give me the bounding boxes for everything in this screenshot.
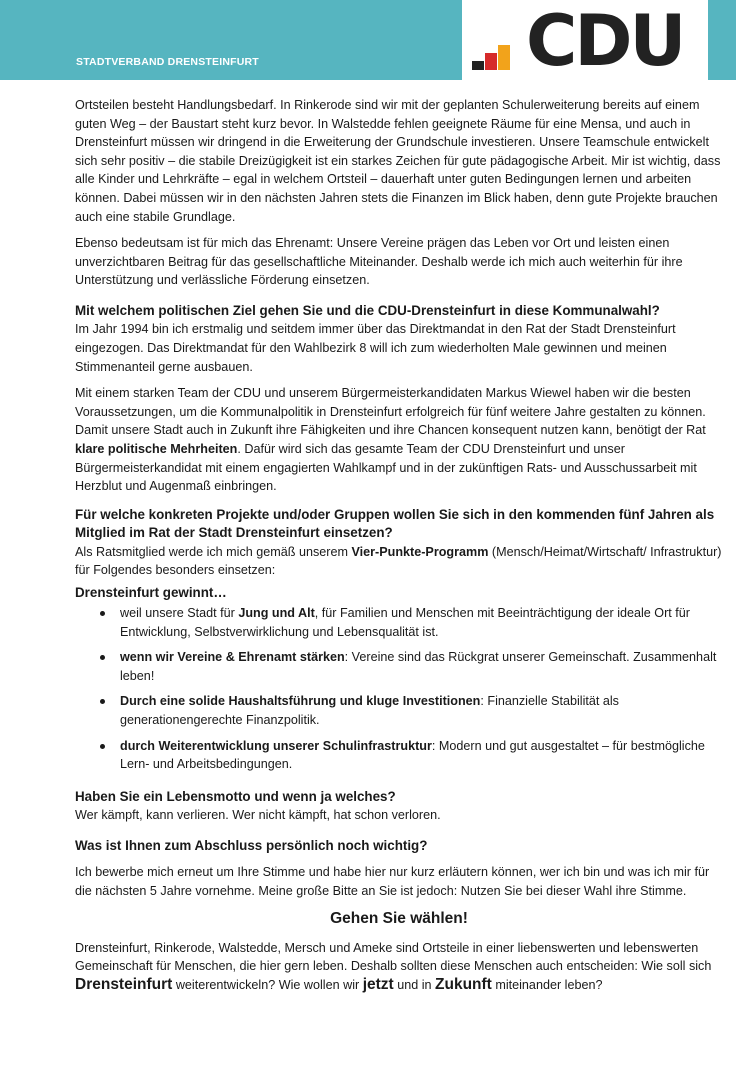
list-item: weil unsere Stadt für Jung und Alt, für Familien und Menschen mit Beeinträchtigung der ideale Ort für Entwicklung, Selbstverwirklichung und Lebensqualität ist. <box>75 604 723 641</box>
answer-closing-1: Ich bewerbe mich erneut um Ihre Stimme und habe hier nur kurz erläutern können, wer ich bin und was ich mir für die nächsten 5 Jahre vornehme. Meine große Bitte an Sie ist jedoch: Nutzen Sie bei dieser Wahl ihre Stimme. <box>75 865 710 898</box>
list-item: Durch eine solide Haushaltsführung und kluge Investitionen: Finanzielle Stabilität als generationengerechte Finanzpolitik. <box>75 692 723 729</box>
article-body <box>75 96 723 1002</box>
question-closing: Was ist Ihnen zum Abschluss persönlich noch wichtig? <box>75 837 428 853</box>
answer-projects-intro: Als Ratsmitglied werde ich mich gemäß unserem Vier-Punkte-Programm (Mensch/Heimat/Wirtschaft/ Infrastruktur) für Folgendes besonders einsetzen: <box>75 544 722 578</box>
question-life-motto: Haben Sie ein Lebensmotto und wenn ja welches? <box>75 788 396 804</box>
list-item: durch Weiterentwicklung unserer Schulinfrastruktur: Modern und gut ausgestaltet – für bestmögliche Lern- und Arbeitsbedingungen. <box>75 737 723 774</box>
intro-paragraph-1: Ortsteilen besteht Handlungsbedarf. In Rinkerode sind wir mit der geplanten Schulerweiterung bereits auf einem guten Weg – der Baustart steht kurz bevor. In Walstedde fehlen geeignete Räume für eine Mensa, und auch in Drensteinfurt müssen wir dringend in die Erweiterung der Grundschule investieren. Unsere Teamschule entwickelt sich sehr positiv – die stabile Dreizügigkeit ist ein starkes Zeichen für gute pädagogische Arbeit. Mir ist wichtig, dass alle Kinder und Lehrkräfte – egal in welchem Ortsteil – dauerhaft unter guten Bedingungen lernen und arbeiten können. Dabei müssen wir in den nächsten Jahren stets die Finanzen im Blick haben, denn gute Projekte brauchen auch eine stabile Grundlage. <box>75 98 721 224</box>
question-projects: Für welche konkreten Projekte und/oder Gruppen wollen Sie sich in den kommenden fünf Jahren als Mitglied im Rat der Stadt Drensteinfurt einsetzen? <box>75 506 715 541</box>
logo-text: CDU <box>526 0 684 82</box>
intro-paragraph-2: Ebenso bedeutsam ist für mich das Ehrenamt: Unsere Vereine prägen das Leben vor Ort und leisten einen unverzichtbaren Beitrag für das gesellschaftliche Miteinander. Deshalb werde ich mich auch weiterhin für ihre Unterstützung und verlässliche Förderung einsetzen. <box>75 236 683 288</box>
answer-political-goal-1: Im Jahr 1994 bin ich erstmalig und seitdem immer über das Direktmandat in den Rat der Stadt Drensteinfurt eingezogen. Das Direktmandat für den Wahlbezirk 8 will ich zum wiederholten Male gewinnen und meinen Stimmenanteil gerne ausbauen. <box>75 322 676 374</box>
cdu-logo <box>462 0 708 82</box>
answer-life-motto: Wer kämpft, kann verlieren. Wer nicht kämpft, hat schon verloren. <box>75 808 441 823</box>
logo-bars-icon <box>472 44 532 70</box>
subheading-drensteinfurt-gewinnt: Drensteinfurt gewinnt… <box>75 584 227 600</box>
org-name: STADTVERBAND DRENSTEINFURT <box>76 56 259 68</box>
program-list <box>75 604 723 774</box>
list-item: wenn wir Vereine & Ehrenamt stärken: Vereine sind das Rückgrat unserer Gemeinschaft. Zusammenhalt leben! <box>75 648 723 685</box>
answer-political-goal-2: Mit einem starken Team der CDU und unserem Bürgermeisterkandidaten Markus Wiewel haben wir die besten Voraussetzungen, um die Kommunalpolitik in Drensteinfurt erfolgreich für fünf weitere Jahre gestalten zu können. Damit unsere Stadt auch in Zukunft ihre Fähigkeiten und ihre Chancen konsequent nutzen kann, benötigt der Rat klare politische Mehrheiten. Dafür wird sich das gesamte Team der CDU Drensteinfurt und unser Bürgermeisterkandidat mit einem engagierten Wahlkampf und in der zukünftigen Rats- und Ausschussarbeit mit Herzblut und Augenmaß einbringen. <box>75 386 706 494</box>
call-to-vote: Gehen Sie wählen! <box>330 909 468 927</box>
answer-closing-2: Drensteinfurt, Rinkerode, Walstedde, Mersch und Ameke sind Ortsteile in einer liebenswerten und lebenswerten Gemeinschaft für Menschen, die hier gern leben. Deshalb sollten diese Menschen auch entscheiden: Wie soll sich Drensteinfurt weiterentwickeln? Wie wollen wir jetzt und in Zukunft miteinander leben? <box>75 940 712 993</box>
question-political-goal: Mit welchem politischen Ziel gehen Sie und die CDU-Drensteinfurt in diese Kommunalwahl? <box>75 302 660 318</box>
